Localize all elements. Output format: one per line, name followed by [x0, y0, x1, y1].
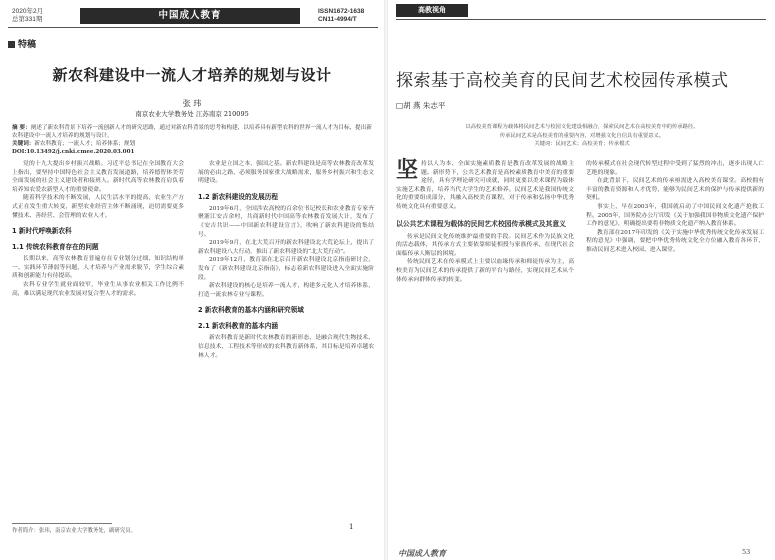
right-page	[388, 0, 775, 560]
issue-total: 总第331期	[12, 16, 43, 23]
section-label: 特稿	[8, 37, 36, 50]
abstract-line: 关键词：民间艺术；高校美育；传承模式	[534, 141, 630, 148]
abstract-block	[432, 123, 732, 149]
abstract-line: 以高校美育课程为载体将民间艺术与校园文化建设相融合，探索民间艺术在高校美育中的传承路径。	[465, 124, 699, 130]
issue-date: 2020年2月	[12, 8, 44, 15]
left-column-2	[198, 160, 374, 520]
abstract-block	[12, 124, 374, 156]
article-author: 张 玮	[182, 99, 202, 108]
section-heading: 以公共艺术课程为载体的民间艺术校园传承模式及其意义	[396, 219, 566, 228]
right-column-2	[586, 160, 764, 540]
issn: ISSN1672-1638	[318, 8, 365, 15]
cn-number: CN11-4994/T	[318, 16, 357, 23]
article-title: 探索基于高校美育的民间艺术校园传承模式	[396, 71, 729, 91]
right-column-1	[396, 160, 574, 540]
left-page	[0, 0, 384, 560]
subsection-heading: 1.1 传统农科教育存在的问题	[12, 243, 99, 252]
body-paragraph: 2019年9月，在北大荒召开的新农科建设北大荒论坛上，提出了新农科建设八大行动，推出了新农科建设的“北大荒行动”。	[198, 240, 374, 255]
body-paragraph: 随着科学技术的不断发展，人民生活水平的提高，农业生产方式正在发生重大转变，新型农业经营主体不断涌现，迫切需要更多懂技术、善经营、会管理的农业人才。	[12, 195, 184, 219]
abstract-text: 阐述了新农科背景下培养一流创新人才的研究思路，通过对新农科背景的思考和构建，以培养具有新型农科的世界一流人才为目标，提出新农科建设中一流人才培养的规划与设计。	[12, 125, 372, 139]
body-paragraph: 教育部在2017年印发的《关于实施中华优秀传统文化传承发展工程的意见》中强调，要把中华优秀传统文化全方位融入教育各环节，推动民间艺术进入校园、进入课堂。	[586, 229, 764, 253]
keywords-label: 关键词：	[12, 141, 35, 147]
page-number: 53	[742, 548, 751, 556]
footer-logo: 中国成人教育	[398, 549, 446, 558]
body-paragraph: 长期以来，高等农林教育普遍存在专业划分过细、知识结构单一、实践环节薄弱等问题，人才培养与产业需求脱节，学生综合素质和创新能力有待提高。	[12, 256, 184, 280]
subsection-heading: 2.1 新农科教育的基本内涵	[198, 322, 278, 331]
abstract-line: 传承民间艺术是高校美育的重要内容，对增强文化自信具有重要意义。	[499, 132, 665, 139]
header-rule	[8, 27, 378, 28]
keywords-text: 新农科教育；一流人才；培养体系；规划	[34, 141, 136, 147]
footnote: 作者简介：张玮，南京农业大学教务处，副研究员。	[12, 528, 136, 534]
body-paragraph: 新农科教育是新时代农林教育的新形态，是融合现代生物技术、信息技术、工程技术等形成的农科教育新体系，其目标是培养卓越农林人才。	[198, 335, 374, 359]
body-paragraph: 2019年6月，全国涉农高校的百余位书记校长和农业教育专家齐聚浙江安吉余村，共商新时代中国高等农林教育发展大计，发布了《安吉共识——中国新农科建设宣言》，吹响了新农科建设的集结号。	[198, 205, 374, 238]
section-heading: 2 新农科教育的基本内涵和研究领域	[198, 306, 304, 315]
abstract-label: 摘 要：	[12, 125, 31, 131]
article-author: □胡 燕 朱志平	[396, 101, 446, 110]
body-paragraph: 农业是立国之本，强国之基。新农科建设是高等农林教育改革发展的必由之路，必须服务国家重大战略需求，服务乡村振兴和生态文明建设。	[198, 161, 374, 185]
subsection-heading: 1.2 新农科建设的发展历程	[198, 192, 278, 201]
drop-cap: 坚	[396, 158, 419, 183]
body-paragraph: 党的十九大提出乡村振兴战略。习近平总书记在全国教育大会上指出，要坚持中国特色社会主义教育发展道路，培养德智体美劳全面发展的社会主义建设者和接班人。新时代高等农林教育肩负着培养知农爱农新型人才的重要使命。	[12, 161, 184, 193]
square-icon	[8, 41, 15, 48]
body-paragraph: 事实上，早在2003年，我国就启动了中国民间文化遗产抢救工程。2005年，国务院办公厅印发《关于加强我国非物质文化遗产保护工作的意见》，明确提出要将非物质文化遗产纳入教育体系。	[586, 203, 764, 228]
body-paragraph: 传统民间艺术在传承模式上主要以血缘传承和师徒传承为主，高校美育为民间艺术的传承提供了新的平台与路径，实现民间艺术从个体传承向群体传承的转变。	[396, 259, 574, 283]
body-paragraph: 在此背景下，民间艺术的传承亟需进入高校美育课堂。高校拥有丰富的教育资源和人才优势，能够为民间艺术的保护与传承提供新的契机。	[586, 178, 764, 202]
body-paragraph: 新农科建设的核心是培养一流人才，构建多元化人才培养体系，打造一流农林专业与课程。	[198, 283, 374, 298]
body-paragraph: 农科专业学生就业面较窄，毕业生从事农业相关工作比例不高，难以满足现代农业发展对复合型人才的需求。	[12, 281, 184, 297]
article-title: 新农科建设中一流人才培养的规划与设计	[52, 66, 332, 84]
body-paragraph: 2019年12月，教育部在北京召开新农科建设北京指南研讨会，发布了《新农科建设北京指南》，标志着新农科建设进入全面实施阶段。	[198, 257, 374, 281]
header-rule	[396, 19, 766, 20]
doi: DOI:10.13492/j.cnki.cmee.2020.03.001	[12, 149, 135, 155]
body-paragraph: 传承是民间文化传统维护最重要的手段。民间艺术作为民族文化的活态载体，其传承方式主要依靠师徒相授与家族传承，在现代社会面临传承人断层的困境。	[396, 233, 574, 257]
section-heading: 1 新时代呼唤新农科	[12, 227, 72, 236]
column-masthead: 高教视角	[396, 4, 468, 17]
author-affiliation: 南京农业大学教务处 江苏南京 210095	[135, 110, 249, 118]
page-number: 1	[349, 523, 354, 531]
journal-masthead: 中国成人教育	[80, 8, 300, 24]
footnote-rule	[12, 523, 112, 524]
body-paragraph: 的传承模式在社会现代转型过程中受到了猛烈的冲击，逐步出现人亡艺绝的现象。	[586, 161, 764, 176]
left-column-1	[12, 160, 184, 520]
body-paragraph: 持以人为本、全面实施素质教育是教育改革发展的战略主题。新形势下，公共艺术教育是高校素质教育中美育的重要途径，具有学理论研究可成就，同时更要以美术课程为载体实施艺术教育，培养当代大学生的艺术修养。民间艺术是我国传统文化的重要组成部分，其融入高校美育课程，对于传承和弘扬中华优秀传统文化具有重要意义。	[396, 161, 574, 210]
